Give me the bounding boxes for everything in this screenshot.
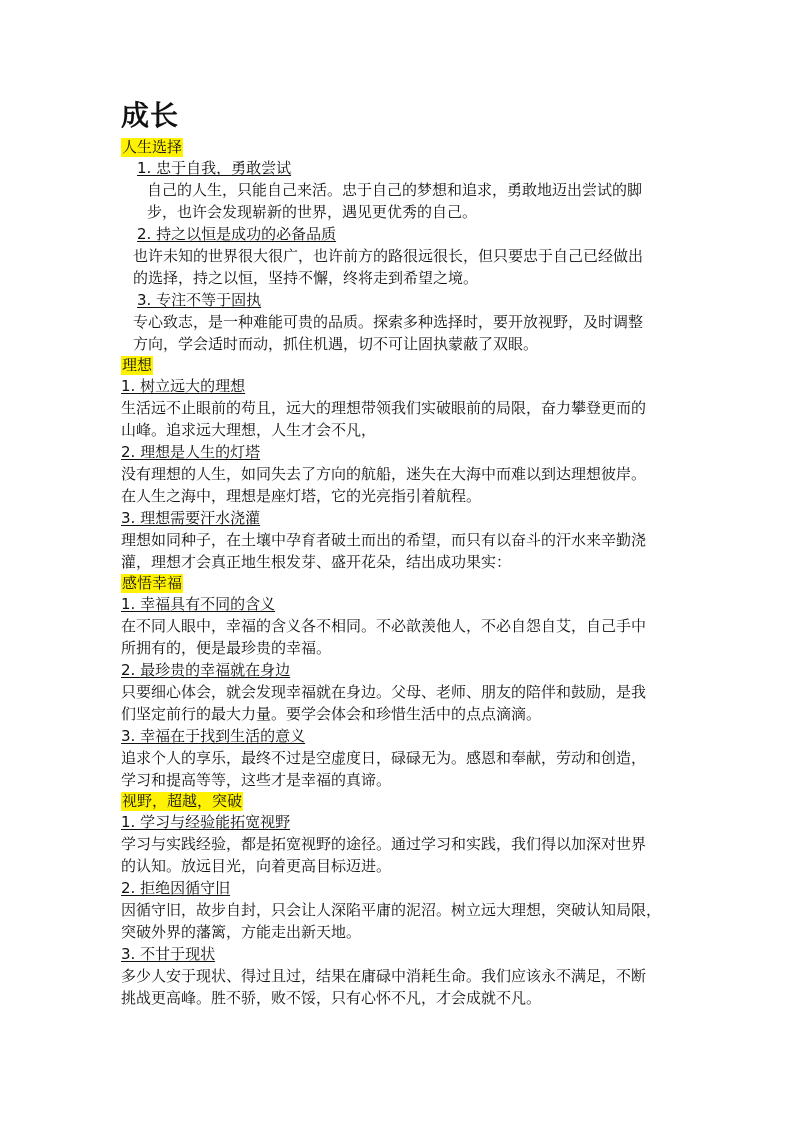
- item-text-line: 没有理想的人生，如同失去了方向的航船，迷失在大海中而难以到达理想彼岸。: [121, 465, 647, 483]
- item-heading: 3. 专注不等于固执: [137, 291, 262, 309]
- item-text-line: 山峰。追求远大理想，人生才会不凡，: [121, 421, 377, 439]
- item-text-line: 所拥有的，便是最珍贵的幸福。: [121, 639, 332, 657]
- section-heading: 人生选择: [122, 138, 183, 156]
- item-text-line: 因循守旧，故步自封，只会让人深陷平庸的泥沼。树立远大理想，突破认知局限，: [121, 901, 662, 919]
- item-text-line: 在人生之海中，理想是座灯塔，它的光亮指引着航程。: [121, 487, 482, 505]
- item-heading: 1. 幸福具有不同的含义: [121, 595, 276, 613]
- item-text-line: 的选择，持之以恒，坚持不懈，终将走到希望之境。: [133, 269, 479, 287]
- item-text-line: 突破外界的藩篱，方能走出新天地。: [121, 923, 362, 941]
- section-vision: [121, 791, 689, 1009]
- item-text-line: 追求个人的享乐，最终不过是空虚度日，碌碌无为。感恩和奉献，劳动和创造，: [121, 749, 647, 767]
- section-heading: 理想: [122, 356, 153, 374]
- item-text-line: 学习和提高等等，这些才是幸福的真谛。: [121, 771, 392, 789]
- item-text-line: 生活远不止眼前的苟且，远大的理想带领我们实破眼前的局限，奋力攀登更而的: [121, 399, 647, 417]
- item-heading: 1. 忠于自我，勇敢尝试: [137, 159, 292, 177]
- item-text-line: 自己的人生，只能自己来活。忠于自己的梦想和追求，勇敢地迈出尝试的脚: [147, 181, 643, 199]
- section-life-choice: [121, 137, 689, 355]
- item-heading: 2. 持之以恒是成功的必备品质: [137, 225, 337, 243]
- item-text-line: 们坚定前行的最大力量。要学会体会和珍惜生活中的点点滴滴。: [121, 705, 542, 723]
- item-heading: 1. 学习与经验能拓宽视野: [121, 813, 291, 831]
- item-text-line: 理想如同种子，在土壤中孕育者破土而出的希望，而只有以奋斗的汗水来辛勤浇: [121, 531, 647, 549]
- item-heading: 2. 拒绝因循守旧: [121, 879, 231, 897]
- item-text-line: 灌，理想才会真正地生根发芽、盛开花朵，结出成功果实：: [121, 553, 512, 571]
- item-text-line: 在不同人眼中，幸福的含义各不相同。不必歆羡他人，不必自怨自艾，自己手中: [121, 617, 647, 635]
- item-text-line: 方向，学会适时而动，抓住机遇，切不可让固执蒙蔽了双眼。: [133, 335, 539, 353]
- item-heading: 1. 树立远大的理想: [121, 377, 246, 395]
- page-title: 成长: [121, 99, 180, 132]
- item-text-line: 也许未知的世界很大很广，也许前方的路很远很长，但只要忠于自己已经做出: [133, 247, 644, 265]
- item-text-line: 学习与实践经验，都是拓宽视野的途径。通过学习和实践，我们得以加深对世界: [121, 835, 647, 853]
- item-heading: 2. 理想是人生的灯塔: [121, 443, 261, 461]
- item-text-line: 的认知。放远目光，向着更高目标迈进。: [121, 857, 392, 875]
- item-heading: 2. 最珍贵的幸福就在身边: [121, 661, 291, 679]
- item-heading: 3. 幸福在于找到生活的意义: [121, 727, 306, 745]
- item-text-line: 只要细心体会，就会发现幸福就在身边。父母、老师、朋友的陪伴和鼓励，是我: [121, 683, 647, 701]
- item-text-line: 挑战更高峰。胜不骄，败不馁，只有心怀不凡，才会成就不凡。: [121, 989, 542, 1007]
- document-page: [121, 96, 689, 1009]
- item-heading: 3. 不甘于现状: [121, 945, 216, 963]
- section-happiness: [121, 573, 689, 791]
- item-text-line: 多少人安于现状、得过且过，结果在庸碌中消耗生命。我们应该永不满足，不断: [121, 967, 647, 985]
- item-text-line: 步，也许会发现崭新的世界，遇见更优秀的自己。: [147, 203, 478, 221]
- section-heading: 感悟幸福: [122, 574, 183, 592]
- section-ideal: [121, 355, 689, 573]
- item-text-line: 专心致志，是一种难能可贵的品质。探索多种选择时，要开放视野，及时调整: [133, 313, 644, 331]
- item-heading: 3. 理想需要汗水浇灌: [121, 509, 261, 527]
- section-heading: 视野，超越，突破: [122, 792, 243, 810]
